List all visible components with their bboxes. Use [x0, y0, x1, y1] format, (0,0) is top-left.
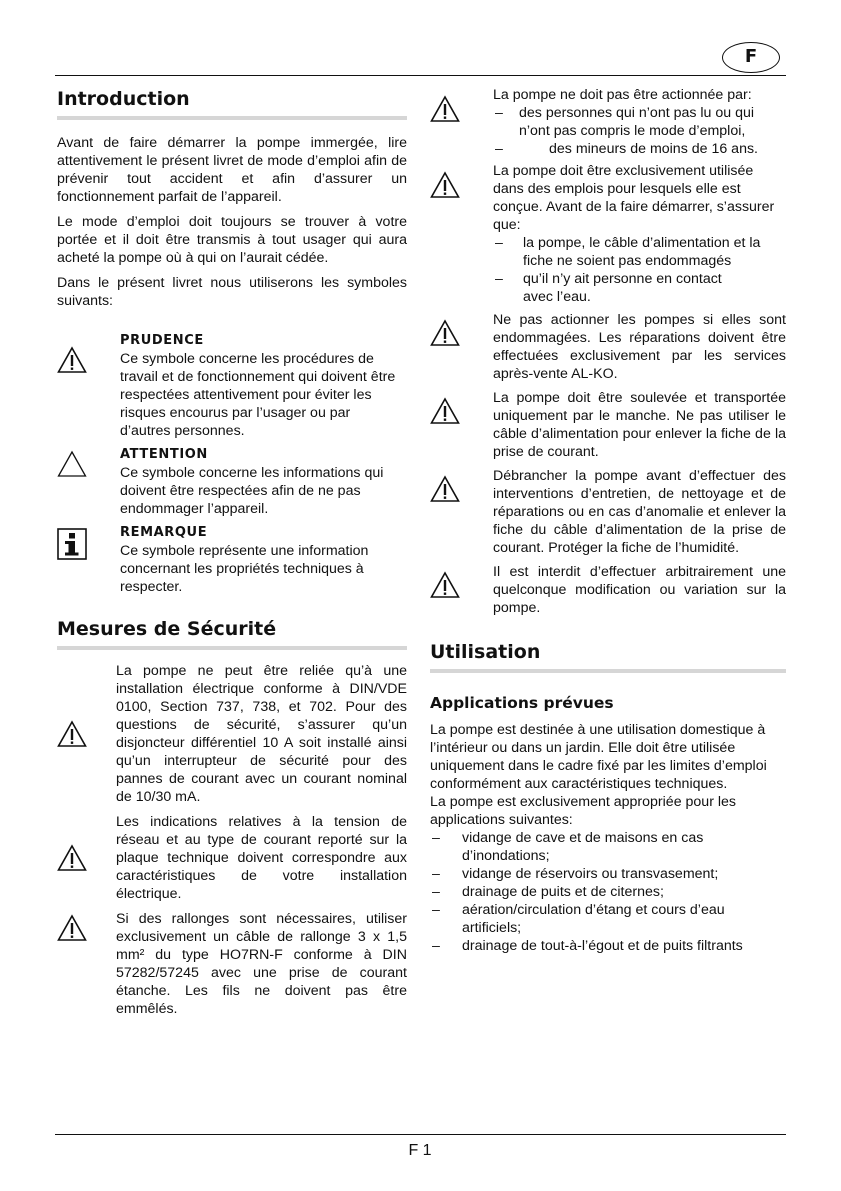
attention-triangle-icon — [57, 450, 87, 478]
safety-right-item-4 — [430, 389, 786, 461]
safety-right-item-1 — [430, 86, 786, 158]
safety-text-1: La pompe ne peut être reliée qu’à une installation électrique conforme à DIN/VDE 0100, Section 737, 738, et 702. Pour des questions de sécurité, s’assurer qu’un disjoncteur différentiel 10 A soit installé ainsi qu’un interrupteur de sécurité pour des pannes de courant avec un courant nominal de 10/30 mA. — [116, 663, 407, 805]
intro-heading: Introduction — [57, 86, 407, 120]
safety-right-text-2: La pompe doit être exclusivement utilisée dans des emplois pour lesquels elle est conçue. Avant de la faire démarrer, s’assurer que: — [493, 163, 775, 233]
safety-right-text-1: La pompe ne doit pas être actionnée par: — [493, 87, 752, 103]
symbol-title-remarque: REMARQUE — [120, 525, 208, 540]
symbol-text-attention: Ce symbole concerne les informations qui doivent être respectées afin de ne pas endommager l’appareil. — [120, 465, 384, 517]
safety-right-item-2 — [430, 162, 786, 306]
list-item: – aération/circulation d’étang et cours d’eau artificiels; — [430, 901, 786, 937]
symbol-text-remarque: Ce symbole représente une information concernant les propriétés techniques à respecter. — [120, 543, 369, 595]
symbol-attention — [57, 446, 407, 518]
safety-right-list-2 — [493, 234, 786, 306]
usage-subheading: Applications prévues — [430, 694, 614, 712]
safety-item-1 — [57, 662, 407, 806]
safety-right-text-3: Ne pas actionner les pompes si elles sont endommagées. Les réparations doivent être effectuées exclusivement par les services après-vente AL-KO. — [493, 312, 786, 382]
list-item: – vidange de réservoirs ou transvasement; — [430, 865, 786, 883]
safety-right-text-6: Il est interdit d’effectuer arbitrairement une quelconque modification ou variation sur la pompe. — [493, 564, 786, 616]
safety-heading: Mesures de Sécurité — [57, 616, 407, 650]
warning-triangle-icon — [57, 844, 87, 872]
intro-paragraph-1: Avant de faire démarrer la pompe immergée, lire attentivement le présent livret de mode d’emploi afin de prévenir tout accident et afin d’assurer un fonctionnement parfait de l’appareil. — [57, 135, 407, 205]
safety-right-text-5: Débrancher la pompe avant d’effectuer des interventions d’entretien, de nettoyage et de réparations ou en cas d’anomalie et enlever la fiche du câble d’alimentation de la prise de courant. Protéger la fiche de l’humidité. — [493, 468, 786, 556]
safety-right-list-1 — [493, 104, 786, 158]
symbol-title-attention: ATTENTION — [120, 447, 208, 462]
list-item: – des mineurs de moins de 16 ans. — [493, 140, 786, 158]
list-item: – vidange de cave et de maisons en cas d’inondations; — [430, 829, 786, 865]
header-rule — [55, 75, 786, 76]
usage-heading: Utilisation — [430, 639, 786, 673]
list-item: – la pompe, le câble d’alimentation et la fiche ne soient pas endommagés — [493, 234, 786, 270]
warning-triangle-icon — [430, 171, 460, 199]
warning-triangle-icon — [430, 475, 460, 503]
list-item: – des personnes qui n’ont pas lu ou qui n’ont pas compris le mode d’emploi, — [493, 104, 786, 140]
intro-paragraph-3: Dans le présent livret nous utiliserons les symboles suivants: — [57, 275, 407, 309]
warning-triangle-icon — [57, 720, 87, 748]
footer-rule — [55, 1134, 786, 1135]
usage-paragraph-1: La pompe est destinée à une utilisation domestique à l’intérieur ou dans un jardin. Elle doit être utilisée uniquement dans le cadre fixé par les limites d’emploi conformément aux caractéristiques techniques. — [430, 722, 767, 792]
safety-text-2: Les indications relatives à la tension de réseau et au type de courant reporté sur la plaque technique doivent correspondre aux caractéristiques de votre installation électrique. — [116, 814, 407, 902]
usage-paragraph-2: La pompe est exclusivement appropriée pour les applications suivantes: — [430, 794, 736, 828]
intro-paragraph-2: Le mode d’emploi doit toujours se trouver à votre portée et il doit être transmis à tout usager qui aura acheté la pompe où à qui on l’aurait cédée. — [57, 214, 407, 266]
symbol-remarque — [57, 524, 407, 596]
symbol-text-prudence: Ce symbole concerne les procédures de travail et de fonctionnement qui doivent être respectées attentivement pour éviter les risques encourus par l’usager ou par d’autres personnes. — [120, 351, 396, 439]
list-item: – drainage de puits et de citernes; — [430, 883, 786, 901]
safety-item-2 — [57, 813, 407, 903]
warning-triangle-icon — [430, 397, 460, 425]
language-badge: F — [722, 42, 780, 73]
symbol-title-prudence: PRUDENCE — [120, 333, 204, 348]
safety-right-text-4: La pompe doit être soulevée et transportée uniquement par le manche. Ne pas utiliser le câble d’alimentation pour enlever la fiche de la prise de courant. — [493, 390, 786, 460]
usage-list — [430, 829, 786, 955]
safety-text-3: Si des rallonges sont nécessaires, utiliser exclusivement un câble de rallonge 3 x 1,5 mm² du type HO7RN-F conforme à DIN 57282/57245 avec une prise de courant étanche. Les fils ne doivent pas être emmêlés. — [116, 911, 407, 1017]
warning-triangle-icon — [430, 319, 460, 347]
warning-triangle-icon — [430, 571, 460, 599]
warning-triangle-icon — [57, 914, 87, 942]
page-number: F 1 — [408, 1142, 432, 1159]
list-item: – drainage de tout-à-l’égout et de puits filtrants — [430, 937, 786, 955]
info-icon — [57, 528, 87, 560]
safety-right-item-5 — [430, 467, 786, 557]
safety-item-3 — [57, 910, 407, 1018]
warning-triangle-icon — [430, 95, 460, 123]
warning-triangle-icon — [57, 346, 87, 374]
list-item: – qu’il n’y ait personne en contact avec l’eau. — [493, 270, 786, 306]
right-column — [430, 86, 786, 955]
symbol-prudence — [57, 332, 407, 440]
safety-right-item-6 — [430, 563, 786, 617]
left-column — [57, 86, 407, 1018]
safety-right-item-3 — [430, 311, 786, 383]
